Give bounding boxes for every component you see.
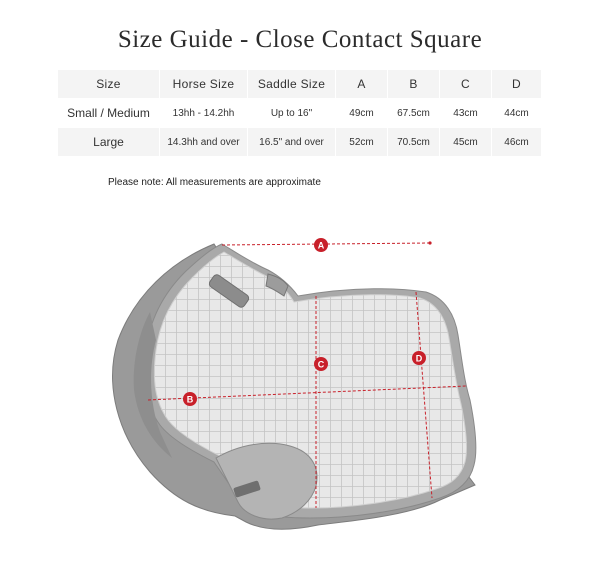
table-cell: 13hh - 14.2hh bbox=[160, 99, 248, 128]
saddle-pad-diagram bbox=[0, 200, 600, 562]
table-cell: 67.5cm bbox=[388, 99, 440, 128]
marker-c-label: C bbox=[317, 359, 325, 370]
table-cell: Up to 16" bbox=[248, 99, 336, 128]
marker-c bbox=[314, 357, 328, 371]
table-cell: Large bbox=[58, 128, 160, 157]
table-cell: 52cm bbox=[336, 128, 388, 157]
table-row bbox=[58, 99, 542, 128]
table-header-row bbox=[58, 70, 542, 99]
marker-a-label: A bbox=[317, 240, 325, 251]
header-saddle-size: Saddle Size bbox=[248, 70, 336, 99]
measurement-note: Please note: All measurements are approximate bbox=[108, 177, 321, 188]
header-b: B bbox=[388, 70, 440, 99]
marker-b bbox=[183, 392, 197, 406]
marker-d bbox=[412, 351, 426, 365]
table-cell: 46cm bbox=[492, 128, 542, 157]
size-table bbox=[58, 70, 542, 157]
page-title: Size Guide - Close Contact Square bbox=[117, 26, 483, 53]
table-cell: 45cm bbox=[440, 128, 492, 157]
header-c: C bbox=[440, 70, 492, 99]
table-cell: 49cm bbox=[336, 99, 388, 128]
table-cell: 16.5" and over bbox=[248, 128, 336, 157]
marker-d-label: D bbox=[415, 353, 423, 364]
table-cell: 44cm bbox=[492, 99, 542, 128]
measure-arrow-a bbox=[428, 241, 431, 244]
header-size: Size bbox=[58, 70, 160, 99]
table-cell: 43cm bbox=[440, 99, 492, 128]
header-d: D bbox=[492, 70, 542, 99]
header-a: A bbox=[336, 70, 388, 99]
header-horse-size: Horse Size bbox=[160, 70, 248, 99]
marker-a bbox=[314, 238, 328, 252]
table-cell: Small / Medium bbox=[58, 99, 160, 128]
marker-b-label: B bbox=[186, 394, 194, 405]
table-cell: 70.5cm bbox=[388, 128, 440, 157]
table-row bbox=[58, 128, 542, 157]
table-cell: 14.3hh and over bbox=[160, 128, 248, 157]
